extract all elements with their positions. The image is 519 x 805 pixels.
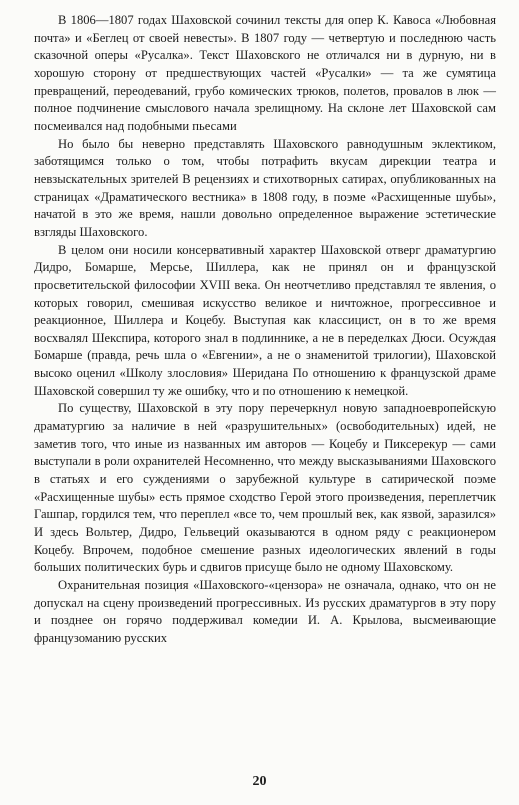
paragraph-2: Но было бы неверно представлять Шаховского равнодушным эклектиком, заботящимся только о том, чтобы потрафить вкусам дирекции театра и невзыскательных зрителей В рецензиях и стихотворных сатирах, опубликованных на страницах «Драматического вестника» в 1808 году, в поэме «Расхищенные шубы», начатой в это же время, нашли довольно определенное выражение эстетические взгляды Шаховского. (34, 136, 496, 239)
body-text (34, 12, 496, 648)
paragraph-1: В 1806—1807 годах Шаховской сочинил тексты для опер К. Кавоса «Любовная почта» и «Беглец от своей невесты». В 1807 году — четвертую и последнюю часть сказочной оперы «Русалка». Текст Шаховского не отличался ни в дурную, ни в хорошую сторону от предшествующих частей «Русалки» — та же сумятица превращений, переодеваний, грубо комических трюков, полетов, провалов в люк — полное подчинение смыслового начала зрелищному. На склоне лет Шаховской сам посмеивался над подобными пьесами (34, 13, 496, 133)
page-number: 20 (252, 774, 267, 789)
paragraph-5: Охранительная позиция «Шаховского-«цензора» не означала, однако, что он не допускал на сцену произведений прогрессивных. Из русских драматургов в эту пору и позднее он горячо поддерживал комедии И. А. Крылова, высмеивающие французоманию русских (34, 578, 496, 645)
paragraph-4: По существу, Шаховской в эту пору перечеркнул новую западноевропейскую драматургию за наличие в ней «разрушительных» (освободительных) идей, не заметив того, что иные из названных им авторов — Коцебу и Пиксерекур — сами выступали в роли охранителей Несомненно, что между высказываниями Шаховского в статьях и его суждениями о зарубежной культуре в сатирической поэме «Расхищенные шубы» есть прямое сходство Герой этого произведения, переплетчик Гашпар, гордился тем, что переплел «все то, чем прошлый век, как язвой, заразился» И здесь Вольтер, Дидро, Гельвеций оказываются в одном ряду с реакционером Коцебу. Впрочем, подобное смешение разных идеологических явлений в годы больших политических бурь и сдвигов присуще было не одному Шаховскому. (34, 401, 496, 575)
paragraph-3: В целом они носили консервативный характер Шаховской отверг драматургию Дидро, Бомарше, Мерсье, Шиллера, как не принял он и французской просветительской философии XVIII века. Он неотчетливо представлял те явления, о которых говорил, смешивая искусство великое и ничтожное, прогрессивное и реакционное, Шиллера и Коцебу. Выступая как классицист, он в то же время восхвалял Шекспира, которого знал в подлиннике, а не в переделках Дюси. Осуждая Бомарше (правда, речь шла о «Евгении», а не о знаменитой трилогии), Шаховской высоко оценил «Школу злословия» Шеридана По отношению к французской драме Шаховской совершил ту же ошибку, что и по отношению к немецкой. (34, 242, 496, 398)
